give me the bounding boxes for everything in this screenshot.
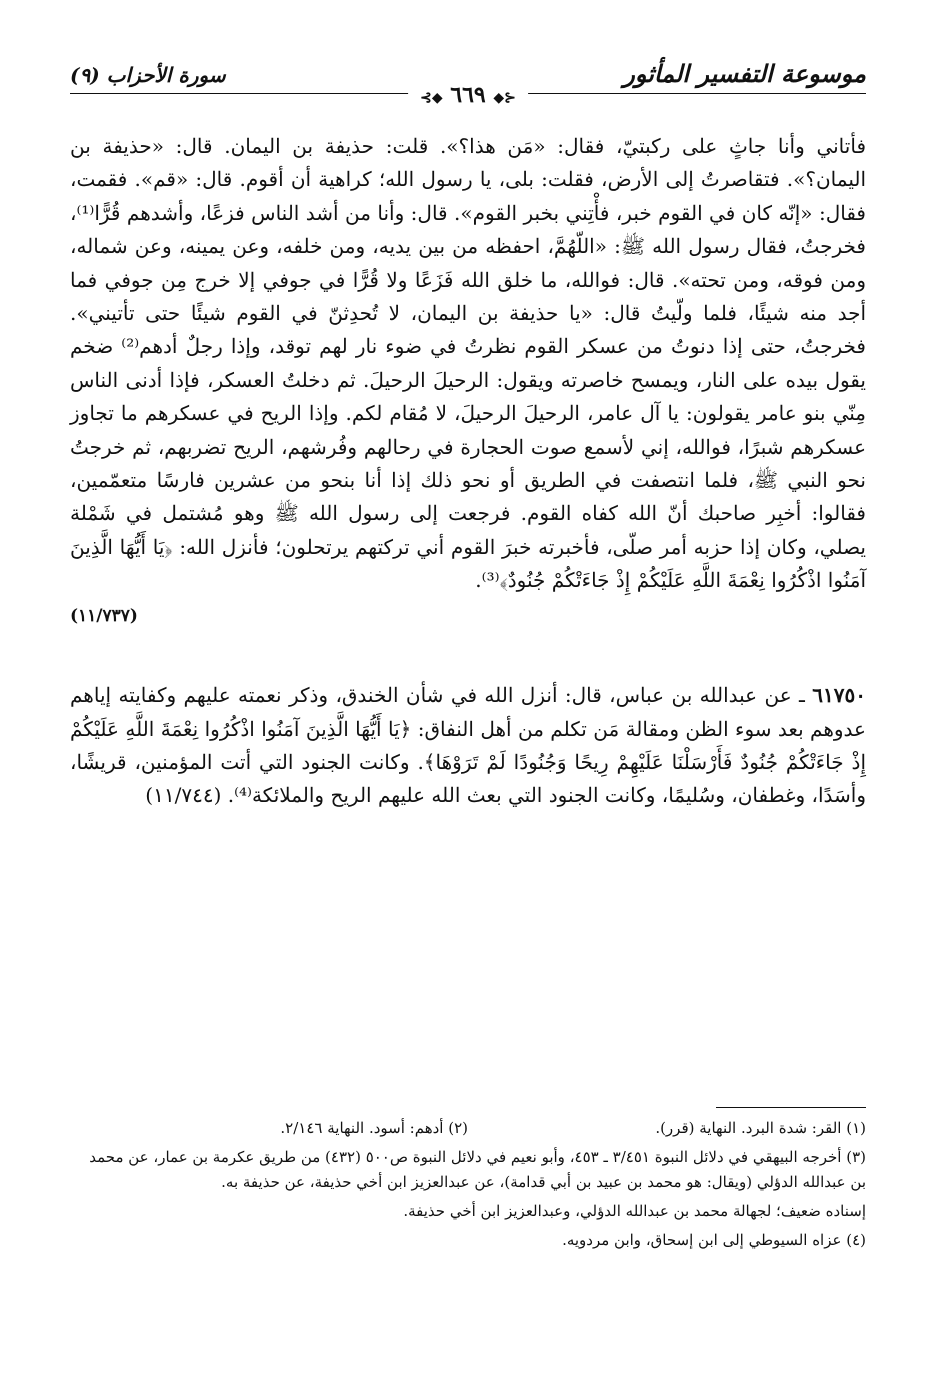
page-number: ٦٦٩ <box>450 82 486 108</box>
volume-reference: (١١/٧٣٧) <box>70 605 138 626</box>
narration-text: ـ عن عبدالله بن عباس، قال: أنزل الله في شأن الخندق، وذكر نعمته عليهم وكفايته إياهم عدوهم بعد سوء الظن ومقالة مَن تكلم من أهل النفاق: ﴿يَا أَيُّهَا الَّذِينَ آمَنُوا اذْكُرُوا نِعْمَةَ اللَّهِ عَلَيْكُمْ إِذْ جَاءَتْكُمْ جُنُودٌ فَأَرْسَلْنَا عَلَيْهِمْ رِيحًا وَجُنُودًا لَمْ تَرَوْهَا﴾. وكانت الجنود التي أتت المؤمنين، قريشًا، وأسَدًا، وغطفان، وسُليمًا، وكانت الجنود التي بعث الله عليهم الريح والملائكة⁽⁴⁾. (١١/٧٤٤) <box>70 683 866 808</box>
footnote-2: (٢) أدهم: أسود. النهاية ٢/١٤٦. <box>280 1119 468 1137</box>
footnote-3: (٣) أخرجه البيهقي في دلائل النبوة ٣/٤٥١ ـ ٤٥٣، وأبو نعيم في دلائل النبوة ص٥٠٠ (٤٣٢) من طريق عكرمة بن عمار، عن محمد بن عبدالله الدؤلي (ويقال: هو محمد بن عبيد بن أبي قدامة)، عن عبدالعزيز ابن أخي حذيفة، عن حذيفة به. <box>89 1148 866 1191</box>
page-header <box>70 55 866 107</box>
item-number: ٦١٧٥٠ <box>812 683 867 708</box>
ornament-right-icon: ⊰◆ <box>493 90 516 106</box>
narration-paragraph-2 <box>70 679 866 813</box>
footnote-3-grading: إسناده ضعيف؛ لجهالة محمد بن عبدالله الدؤلي، وعبدالعزيز ابن أخي حذيفة. <box>403 1202 866 1220</box>
surah-label: سورة الأحزاب (٩) <box>70 63 226 87</box>
footnote-1: (١) القر: شدة البرد. النهاية (قرر). <box>655 1119 866 1137</box>
ornament-left-icon: ◆⊱ <box>420 90 443 106</box>
footnote-4: (٤) عزاه السيوطي إلى ابن إسحاق، وابن مردويه. <box>562 1231 866 1249</box>
main-text <box>70 130 866 813</box>
book-title: موسوعة التفسير المأثور <box>623 59 866 88</box>
footnote-separator <box>716 1107 866 1108</box>
footnotes <box>70 1116 866 1253</box>
narration-paragraph: فأتاني وأنا جاثٍ على ركبتيّ، فقال: «مَن هذا؟». قلت: حذيفة بن اليمان. قال: «حذيفة بن اليمان؟». فتقاصرتُ إلى الأرض، فقلت: بلى، يا رسول الله؛ كراهية أن أقوم. قال: «قم». فقمت، فقال: «إنّه كان في القوم خبر، فأْتِني بخبر القوم». قال: وأنا من أشد الناس فزعًا، وأشدهم قُرًّا⁽¹⁾، فخرجتُ، فقال رسول الله ﷺ: «اللّهُمَّ، احفظه من بين يديه، ومن خلفه، وعن يمينه، وعن شماله، ومن فوقه، ومن تحته». قال: فوالله، ما خلق الله فَزَعًا ولا قُرًّا في جوفي إلا خرج مِن جوفي فما أجد منه شيئًا، فلما ولّيتُ قال: «يا حذيفة بن اليمان، لا تُحدِثنّ في القوم شيئًا حتى تأتيني». فخرجتُ، حتى إذا دنوتُ من عسكر القوم نظرتُ في ضوء نار لهم توقد، وإذا رجلٌ أدهم⁽²⁾ ضخم يقول بيده على النار، ويمسح خاصرته ويقول: الرحيلَ الرحيلَ. ثم دخلتُ العسكر، فإذا أدنى الناس مِنّي بنو عامر يقولون: يا آل عامر، الرحيلَ الرحيلَ، لا مُقام لكم. وإذا الريح في عسكرهم ما تجاوز عسكرهم شبرًا، فوالله، إني لأسمع صوت الحجارة في رحالهم وفُرشهم، الريح تضربهم، ثم خرجتُ نحو النبي ﷺ، فلما انتصفت في الطريق أو نحو ذلك إذا أنا بنحو من عشرين فارسًا متعمّمين، فقالوا: أخبِر صاحبك أنّ الله كفاه القوم. فرجعت إلى رسول الله ﷺ وهو مُشتمل في شَمْلة يصلي، وكان إذا حزبه أمر صلّى، فأخبرته خبرَ القوم أني تركتهم يرتحلون؛ فأنزل الله: ﴿يَا أَيُّهَا الَّذِينَ آمَنُوا اذْكُرُوا نِعْمَةَ اللَّهِ عَلَيْكُمْ إِذْ جَاءَتْكُمْ جُنُودٌ﴾⁽³⁾. <box>70 134 866 593</box>
footnote-row <box>70 1116 866 1141</box>
page-number-block <box>408 82 528 108</box>
